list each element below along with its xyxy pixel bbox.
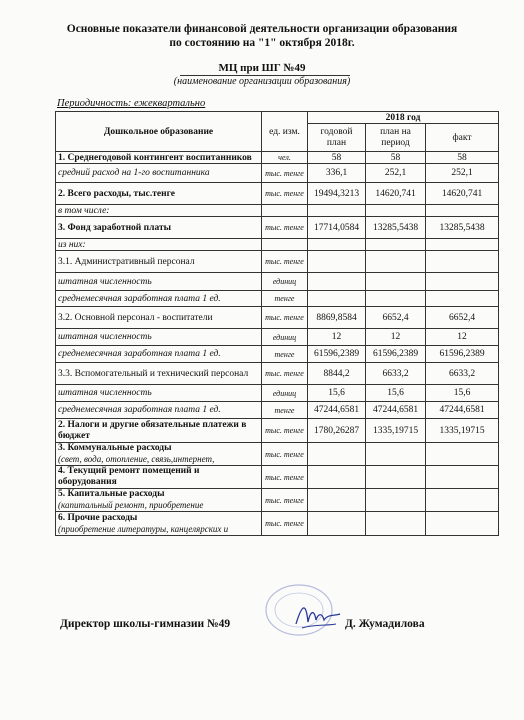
table-row	[56, 512, 499, 536]
fact-cell: 6652,4	[426, 307, 499, 329]
document-title-line2: по состоянию на "1" октября 2018г.	[169, 37, 355, 49]
plan-cell: 1780,26287	[308, 419, 366, 443]
period-cell: 14620,741	[366, 183, 426, 205]
period-cell	[366, 291, 426, 307]
plan-cell	[308, 443, 366, 466]
header-unit: ед. изм.	[262, 112, 308, 152]
row-label: 4. Текущий ремонт помещений и оборудования	[56, 466, 262, 489]
unit-cell: тыс. тенге	[262, 419, 308, 443]
header-section: Дошкольное образование	[56, 112, 262, 152]
table-row	[56, 307, 499, 329]
plan-cell: 61596,2389	[308, 346, 366, 363]
period-cell: 6633,2	[366, 363, 426, 385]
period-cell	[366, 273, 426, 291]
row-label: среднемесячная заработная плата 1 ед.	[56, 346, 262, 363]
table-body	[56, 152, 499, 536]
period-cell	[366, 239, 426, 251]
period-cell: 58	[366, 152, 426, 164]
row-label: 3.2. Основной персонал - воспитатели	[56, 307, 262, 329]
row-label: 3.1. Административный персонал	[56, 251, 262, 273]
table-row	[56, 489, 499, 512]
unit-cell: тыс. тенге	[262, 217, 308, 239]
period-cell	[366, 466, 426, 489]
table-row	[56, 385, 499, 402]
fact-cell	[426, 251, 499, 273]
plan-cell	[308, 273, 366, 291]
period-cell: 1335,19715	[366, 419, 426, 443]
periodicity-label: Периодичность: ежеквартально	[57, 98, 206, 109]
row-label: штатная численность	[56, 273, 262, 291]
row-label	[56, 512, 262, 536]
plan-cell: 47244,6581	[308, 402, 366, 419]
row-label	[56, 489, 262, 512]
table-row	[56, 346, 499, 363]
header-plan-year: годовой план	[308, 124, 366, 152]
fact-cell: 15,6	[426, 385, 499, 402]
row-label-main: 3. Коммунальные расходы	[58, 443, 172, 453]
unit-cell: тыс. тенге	[262, 164, 308, 183]
header-plan-period: план на период	[366, 124, 426, 152]
unit-cell: тенге	[262, 346, 308, 363]
row-label-main: 6. Прочие расходы	[58, 512, 138, 523]
period-cell	[366, 205, 426, 217]
unit-cell: тенге	[262, 402, 308, 419]
row-label: среднемесячная заработная плата 1 ед.	[56, 291, 262, 307]
fact-cell	[426, 239, 499, 251]
row-label: среднемесячная заработная плата 1 ед.	[56, 402, 262, 419]
fact-cell: 1335,19715	[426, 419, 499, 443]
unit-cell: тыс. тенге	[262, 443, 308, 466]
signature-icon	[288, 594, 348, 638]
plan-cell	[308, 205, 366, 217]
plan-cell: 19494,3213	[308, 183, 366, 205]
period-cell: 15,6	[366, 385, 426, 402]
unit-cell: тыс. тенге	[262, 307, 308, 329]
document-title-line1: Основные показатели финансовой деятельности организации образования	[66, 23, 458, 35]
table-row	[56, 251, 499, 273]
table-row	[56, 164, 499, 183]
unit-cell: тыс. тенге	[262, 489, 308, 512]
fact-cell	[426, 489, 499, 512]
row-label: штатная численность	[56, 385, 262, 402]
table-row	[56, 443, 499, 466]
unit-cell: тыс. тенге	[262, 251, 308, 273]
plan-cell: 17714,0584	[308, 217, 366, 239]
period-cell	[366, 251, 426, 273]
period-cell: 12	[366, 329, 426, 346]
unit-cell: тыс. тенге	[262, 512, 308, 536]
fact-cell	[426, 273, 499, 291]
row-label: 1. Среднегодовой контингент воспитанников	[56, 152, 262, 164]
director-title: Директор школы-гимназии №49	[60, 618, 231, 630]
row-label: из них:	[56, 239, 262, 251]
unit-cell: чел.	[262, 152, 308, 164]
plan-cell	[308, 489, 366, 512]
period-cell: 47244,6581	[366, 402, 426, 419]
director-name: Д. Жумадилова	[345, 618, 425, 630]
row-label	[56, 443, 262, 466]
organization-name: МЦ при ШГ №49	[218, 62, 306, 74]
fact-cell	[426, 443, 499, 466]
plan-cell: 8869,8584	[308, 307, 366, 329]
table-row	[56, 273, 499, 291]
unit-cell	[262, 205, 308, 217]
fact-cell: 12	[426, 329, 499, 346]
fact-cell: 13285,5438	[426, 217, 499, 239]
table-row	[56, 291, 499, 307]
unit-cell	[262, 239, 308, 251]
fact-cell	[426, 466, 499, 489]
row-label: штатная численность	[56, 329, 262, 346]
row-label-sub: (свет, вода, отопление, связь,интернет,	[58, 454, 215, 464]
fact-cell: 6633,2	[426, 363, 499, 385]
fact-cell	[426, 512, 499, 536]
fact-cell: 47244,6581	[426, 402, 499, 419]
unit-cell: единиц	[262, 385, 308, 402]
table-row	[56, 363, 499, 385]
header-fact: факт	[426, 124, 499, 152]
fact-cell	[426, 205, 499, 217]
period-cell: 13285,5438	[366, 217, 426, 239]
plan-cell: 12	[308, 329, 366, 346]
plan-cell	[308, 466, 366, 489]
fact-cell: 252,1	[426, 164, 499, 183]
unit-cell: единиц	[262, 273, 308, 291]
fact-cell: 61596,2389	[426, 346, 499, 363]
period-cell	[366, 512, 426, 536]
table-row	[56, 466, 499, 489]
table-row	[56, 419, 499, 443]
plan-cell	[308, 512, 366, 536]
period-cell: 61596,2389	[366, 346, 426, 363]
unit-cell: тыс. тенге	[262, 363, 308, 385]
unit-cell: тыс. тенге	[262, 183, 308, 205]
row-label: 2. Налоги и другие обязательные платежи в бюджет	[56, 419, 262, 443]
plan-cell	[308, 251, 366, 273]
table-row	[56, 217, 499, 239]
table-row	[56, 402, 499, 419]
plan-cell: 58	[308, 152, 366, 164]
plan-cell: 336,1	[308, 164, 366, 183]
row-label: 3.3. Вспомогательный и технический персонал	[56, 363, 262, 385]
plan-cell	[308, 291, 366, 307]
row-label-main: 5. Капитальные расходы	[58, 489, 165, 499]
table-row	[56, 329, 499, 346]
row-label-sub: (приобретение литературы, канцелярских и	[58, 523, 229, 534]
header-year: 2018 год	[308, 112, 499, 124]
row-label: в том числе:	[56, 205, 262, 217]
fact-cell: 14620,741	[426, 183, 499, 205]
row-label: средний расход на 1-го воспитанника	[56, 164, 262, 183]
plan-cell: 8844,2	[308, 363, 366, 385]
unit-cell: тыс. тенге	[262, 466, 308, 489]
row-label: 3. Фонд заработной платы	[56, 217, 262, 239]
period-cell: 6652,4	[366, 307, 426, 329]
unit-cell: единиц	[262, 329, 308, 346]
plan-cell	[308, 239, 366, 251]
period-cell	[366, 443, 426, 466]
table-row	[56, 239, 499, 251]
table-row	[56, 152, 499, 164]
unit-cell: тенге	[262, 291, 308, 307]
plan-cell: 15,6	[308, 385, 366, 402]
period-cell	[366, 489, 426, 512]
row-label: 2. Всего расходы, тыс.тенге	[56, 183, 262, 205]
fact-cell: 58	[426, 152, 499, 164]
row-label-sub: (капитальный ремонт, приобретение	[58, 500, 204, 510]
financial-table	[55, 111, 499, 536]
organization-note: (наименование организации образования)	[173, 76, 351, 87]
table-row	[56, 205, 499, 217]
period-cell: 252,1	[366, 164, 426, 183]
fact-cell	[426, 291, 499, 307]
table-row	[56, 183, 499, 205]
